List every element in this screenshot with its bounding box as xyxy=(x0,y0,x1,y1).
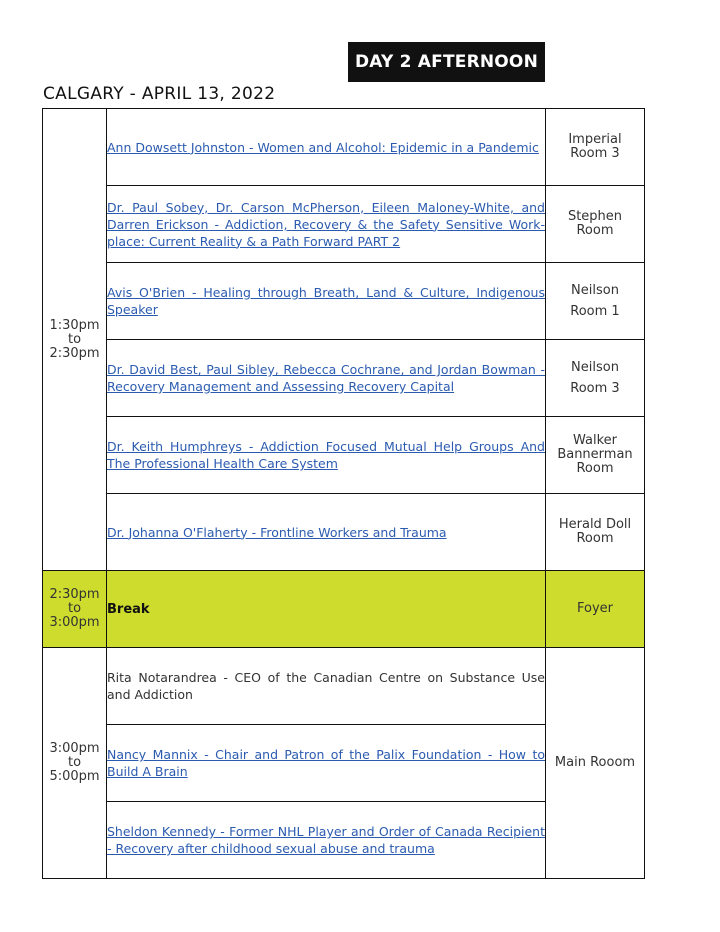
room-cell: Imperial Room 3 xyxy=(546,109,645,186)
session-link[interactable]: Dr. Johanna O'Flaherty - Frontline Workers and Trauma xyxy=(107,524,447,540)
room-cell: Walker Bannerman Room xyxy=(546,417,645,494)
room-cell: Foyer xyxy=(546,571,645,648)
session-cell xyxy=(107,186,546,263)
room-cell: Main Rooom xyxy=(546,648,645,879)
session-cell xyxy=(107,648,546,725)
room-cell: Neilson Room 1 xyxy=(546,263,645,340)
session-link[interactable]: Dr. David Best, Paul Sibley, Rebecca Cochrane, and Jordan Bowman - Recovery Management and Assessing Recovery Capital xyxy=(107,362,545,394)
session-cell xyxy=(107,725,546,802)
table-row xyxy=(43,186,645,263)
session-link[interactable]: Ann Dowsett Johnston - Women and Alcohol: Epidemic in a Pandemic xyxy=(107,139,539,155)
session-link[interactable]: Nancy Mannix - Chair and Patron of the Palix Foundation - How to Build A Brain xyxy=(107,747,545,779)
table-row xyxy=(43,109,645,186)
location-date: CALGARY - APRIL 13, 2022 xyxy=(43,84,276,104)
session-link[interactable]: Dr. Keith Humphreys - Addiction Focused Mutual Help Groups And The Professional Health Care System xyxy=(107,439,545,471)
session-link[interactable]: Avis O'Brien - Healing through Breath, Land & Culture, Indigenous Speaker xyxy=(107,285,545,317)
room-cell: Neilson Room 3 xyxy=(546,340,645,417)
table-row xyxy=(43,648,645,725)
session-text: Rita Notarandrea - CEO of the Canadian Centre on Substance Use and Addiction xyxy=(107,670,545,702)
session-cell xyxy=(107,263,546,340)
session-cell xyxy=(107,109,546,186)
table-row xyxy=(43,340,645,417)
break-label: Break xyxy=(107,571,546,648)
room-cell: Herald Doll Room xyxy=(546,494,645,571)
time-slot: 2:30pm to 3:00pm xyxy=(43,571,107,648)
break-row xyxy=(43,571,645,648)
page-title: DAY 2 AFTERNOON xyxy=(348,42,545,82)
session-cell xyxy=(107,494,546,571)
schedule-table xyxy=(42,108,645,879)
time-slot: 3:00pm to 5:00pm xyxy=(43,648,107,879)
session-cell xyxy=(107,340,546,417)
session-link[interactable]: Dr. Paul Sobey, Dr. Carson McPherson, Eileen Maloney-White, and Darren Erickson - Addiction, Recovery & the Safety Sensitive Work-place: Current Reality & a Path Forward PART 2 xyxy=(107,199,545,249)
session-link[interactable]: Sheldon Kennedy - Former NHL Player and Order of Canada Recipient - Recovery after childhood sexual abuse and trauma xyxy=(107,824,545,856)
session-cell xyxy=(107,802,546,879)
table-row xyxy=(43,417,645,494)
time-slot: 1:30pm to 2:30pm xyxy=(43,109,107,571)
session-cell xyxy=(107,417,546,494)
table-row xyxy=(43,263,645,340)
table-row xyxy=(43,494,645,571)
room-cell: Stephen Room xyxy=(546,186,645,263)
